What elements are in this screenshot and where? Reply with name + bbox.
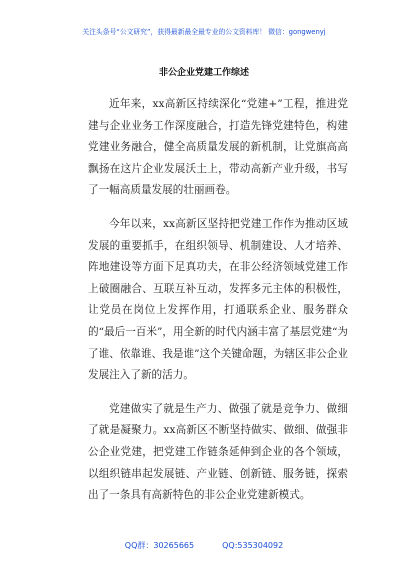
document-title: 非公企业党建工作综述 xyxy=(158,68,249,78)
paragraph-2: 今年以来，xx高新区坚持把党建工作作为推动区域发展的重要抓手，在组织领导、机制建设、人才培养、阵地建设等方面下足真功夫，在非公经济领域党建工作上破圈融合、互联互补互动，发挥多元主体的积极性，让党员在岗位上发挥作用，打通联系企业、服务群众的“最后一百米”，用全新的时代内涵丰富了基层党建“为了谁、依靠谁、我是谁”这个关键命题，为辖区非公企业发展注入了新的活力。 xyxy=(88,217,348,382)
footer-qq-group: QQ群：30265665 xyxy=(124,541,195,550)
document-body xyxy=(88,94,348,519)
paragraph-1: 近年来，xx高新区持续深化“党建+”工程，推进党建与企业业务工作深度融合，打造先锋党建特色，构建党建业务融合，健全高质量发展的新机制，让党旗高高飘扬在这片企业发展沃土上，带动高新产业升级，书写了一幅高质量发展的壮丽画卷。 xyxy=(88,98,348,197)
paragraph-3: 党建做实了就是生产力、做强了就是竞争力、做细了就是凝聚力。xx高新区不断坚持做实、做细、做强非公企业党建，把党建工作链条延伸到企业的各个领域，以组织链串起发展链、产业链、创新链、服务链，探索出了一条具有高新特色的非公企业党建新模式。 xyxy=(88,402,348,502)
footer-qq: QQ:535304092 xyxy=(222,541,284,550)
header-promo-note: 关注头条号“公文研究”，获得最新最全最专业的公文资料库！ 微信：gongwenyj xyxy=(82,28,326,36)
footer-contact xyxy=(0,540,408,551)
